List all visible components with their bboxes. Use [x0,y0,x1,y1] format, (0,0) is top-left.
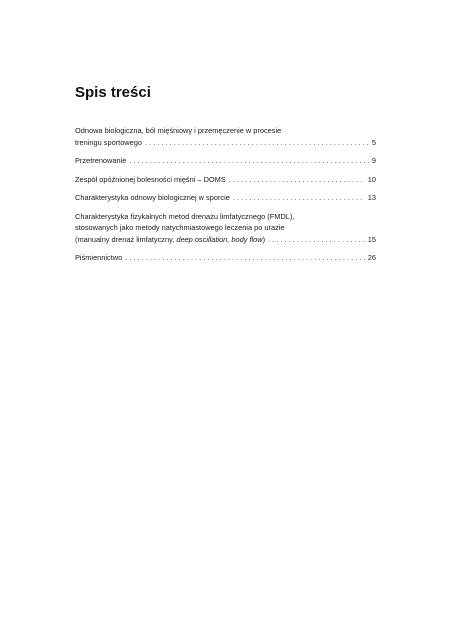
toc-entry-text: Przetrenowanie [75,156,127,165]
dot-leader [268,234,365,246]
toc-entry-doms[interactable] [75,174,376,186]
toc-entry-text-line: stosowanych jako metody natychmiastowego leczenia po urazie [75,223,285,232]
toc-entry-fmdl[interactable] [75,211,376,246]
toc-page-number: 13 [367,193,376,202]
toc-entry-przetrenowanie[interactable] [75,155,376,167]
toc-entry-last-line [75,192,376,204]
toc-entry-pismiennictwo[interactable] [75,252,376,264]
toc-entry-text: Charakterystyka odnowy biologicznej w sporcie [75,193,230,202]
toc-entry-text-line: Charakterystyka fizykalnych metod drenażu limfatycznego (FMDL), [75,211,295,221]
toc-page-number: 15 [367,234,376,244]
dot-leader [125,252,365,264]
toc-entry-text-italic: deep oscillation, body flow [176,234,263,244]
toc-entry-last-line [75,252,376,264]
toc-page-number: 26 [367,253,376,262]
dot-leader [145,137,369,149]
table-of-contents [75,125,376,271]
dot-leader [229,174,365,186]
toc-entry-text-part: ) [262,234,266,244]
toc-entry-last-line [75,234,376,246]
toc-title: Spis treści [75,84,151,101]
toc-entry-text-part: (manualny drenaż limfatyczny, [75,234,177,244]
toc-entry-text: Zespół opóźnionej bolesności mięśni – DOMS [75,174,226,184]
dot-leader [233,192,365,204]
toc-entry-last-line [75,174,376,186]
toc-entry-last-line [75,155,376,167]
toc-entry-charakterystyka-odnowy[interactable] [75,192,376,204]
toc-page-number: 10 [367,174,376,184]
toc-entry-last-line [75,137,376,149]
toc-entry-text-line: Odnowa biologiczna, ból mięśniowy i przemęczenie w procesie [75,126,282,135]
toc-entry-odnowa[interactable] [75,125,376,148]
toc-page-number: 9 [371,156,376,165]
toc-entry-text [75,234,265,246]
toc-entry-text: Piśmiennictwo [75,253,123,262]
toc-entry-text: treningu sportowego [75,137,142,147]
toc-page-number: 5 [371,137,376,147]
dot-leader [129,155,369,167]
